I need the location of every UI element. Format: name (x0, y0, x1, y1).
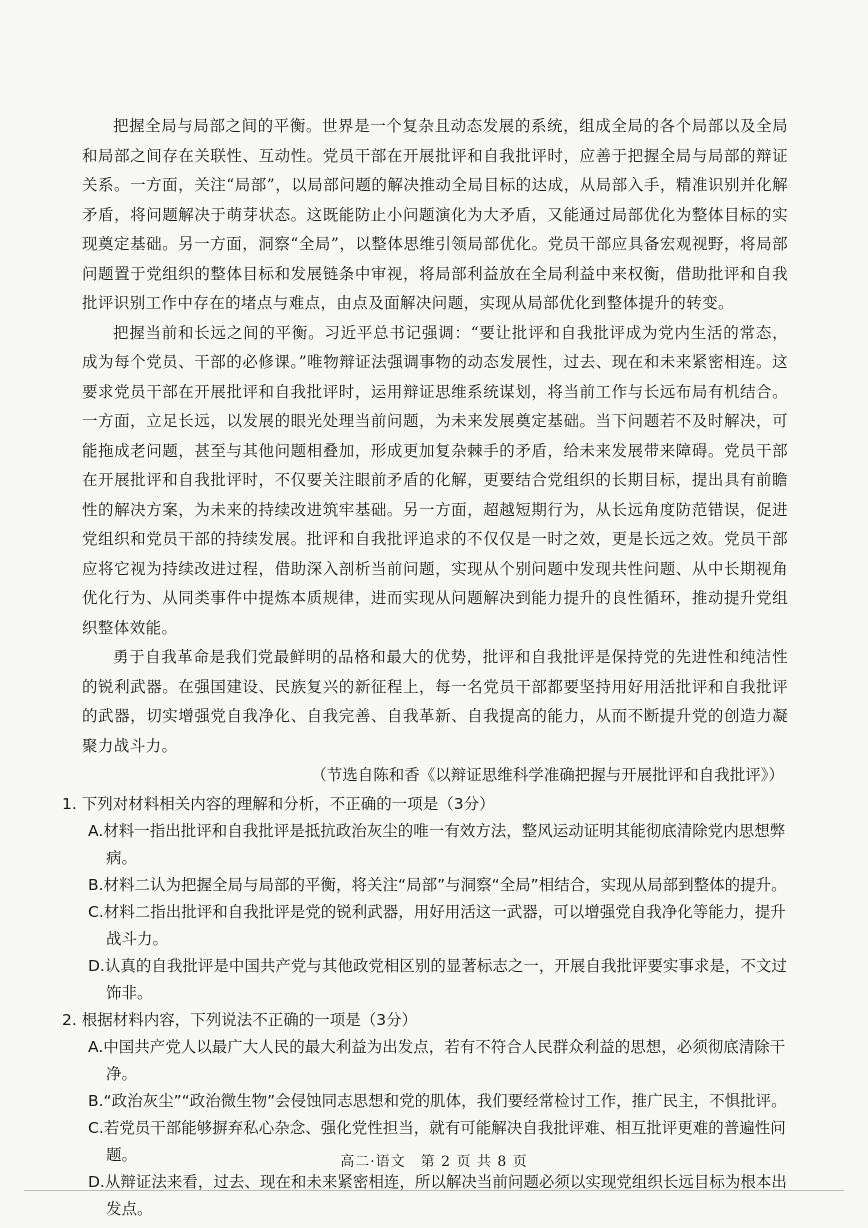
option-d: D.从辩证法来看，过去、现在和未来紧密相连，所以解决当前问题必须以实现党组织长远目标为根本出发点。 (88, 1172, 787, 1218)
passage-paragraph: 把握全局与局部之间的平衡。世界是一个复杂且动态发展的系统，组成全局的各个局部以及全局和局部之间存在关联性、互动性。党员干部在开展批评和自我批评时，应善于把握全局与局部的辩证关系。一方面，关注“局部”，以局部问题的解决推动全局目标的达成，从局部入手，精准识别并化解矛盾，将问题解决于萌芽状态。这既能防止小问题演化为大矛盾，又能通过局部优化为整体目标的实现奠定基础。另一方面，洞察“全局”，以整体思维引领局部优化。党员干部应具备宏观视野，将局部问题置于党组织的整体目标和发展链条中审视，将局部利益放在全局利益中来权衡，借助批评和自我批评识别工作中存在的堵点与难点，由点及面解决问题，实现从局部优化到整体提升的转变。 (82, 117, 788, 312)
question-stem: 2. 根据材料内容，下列说法不正确的一项是（3分） (62, 1010, 418, 1029)
passage-paragraph: 把握当前和长远之间的平衡。习近平总书记强调：“要让批评和自我批评成为党内生活的常态，成为每个党员、干部的必修课。”唯物辩证法强调事物的动态发展性，过去、现在和未来紧密相连。这要求党员干部在开展批评和自我批评时，运用辩证思维系统谋划，将当前工作与长远布局有机结合。一方面，立足长远，以发展的眼光处理当前问题，为未来发展奠定基础。当下问题若不及时解决，可能拖成老问题，甚至与其他问题相叠加，形成更加复杂棘手的矛盾，给未来发展带来障碍。党员干部在开展批评和自我批评时，不仅要关注眼前矛盾的化解，更要结合党组织的长期目标，提出具有前瞻性的解决方案，为未来的持续改进筑牢基础。另一方面，超越短期行为，从长远角度防范错误，促进党组织和党员干部的持续发展。批评和自我批评追求的不仅仅是一时之效，更是长远之效。党员干部应将它视为持续改进过程，借助深入剖析当前问题，实现从个别问题中发现共性问题、从中长期视角优化行为、从同类事件中提炼本质规律，进而实现从问题解决到能力提升的良性循环，推动提升党组织整体效能。 (82, 323, 788, 637)
option-b: B.“政治灰尘”“政治微生物”会侵蚀同志思想和党的肌体，我们要经常检讨工作，推广民主，不惧批评。 (88, 1091, 787, 1110)
question-stem: 1. 下列对材料相关内容的理解和分析，不正确的一项是（3分） (62, 794, 495, 813)
option-c: C.材料二指出批评和自我批评是党的锐利武器，用好用活这一武器，可以增强党自我净化等能力，提升战斗力。 (88, 902, 786, 948)
question-1 (62, 791, 788, 1007)
option-b: B.材料二认为把握全局与局部的平衡，将关注“局部”与洞察“全局”相结合，实现从局部到整体的提升。 (88, 875, 787, 894)
option-c: C.若党员干部能够摒弃私心杂念、强化党性担当，就有可能解决自我批评难、相互批评更难的普遍性问题。 (88, 1118, 786, 1164)
option-a: A.材料一指出批评和自我批评是抵抗政治灰尘的唯一有效方法，整风运动证明其能彻底清除党内思想弊病。 (88, 821, 786, 867)
option-d: D.认真的自我批评是中国共产党与其他政党相区别的显著标志之一，开展自我批评要实事求是，不文过饰非。 (88, 956, 787, 1002)
passage-paragraph: 勇于自我革命是我们党最鲜明的品格和最大的优势，批评和自我批评是保持党的先进性和纯洁性的锐利武器。在强国建设、民族复兴的新征程上，每一名党员干部都要坚持用好用活批评和自我批评的武器，切实增强党自我净化、自我完善、自我革新、自我提高的能力，从而不断提升党的创造力凝聚力战斗力。 (82, 648, 788, 755)
option-a: A.中国共产党人以最广大人民的最大利益为出发点，若有不符合人民群众利益的思想，必须彻底清除干净。 (88, 1037, 786, 1083)
page-footer: 高二·语文 第 2 页 共 8 页 (340, 1154, 528, 1170)
reading-passage (82, 112, 788, 791)
passage-source: （节选自陈和香《以辩证思维科学准确把握与开展批评和自我批评》） (311, 766, 784, 784)
footer-divider (24, 1190, 844, 1191)
